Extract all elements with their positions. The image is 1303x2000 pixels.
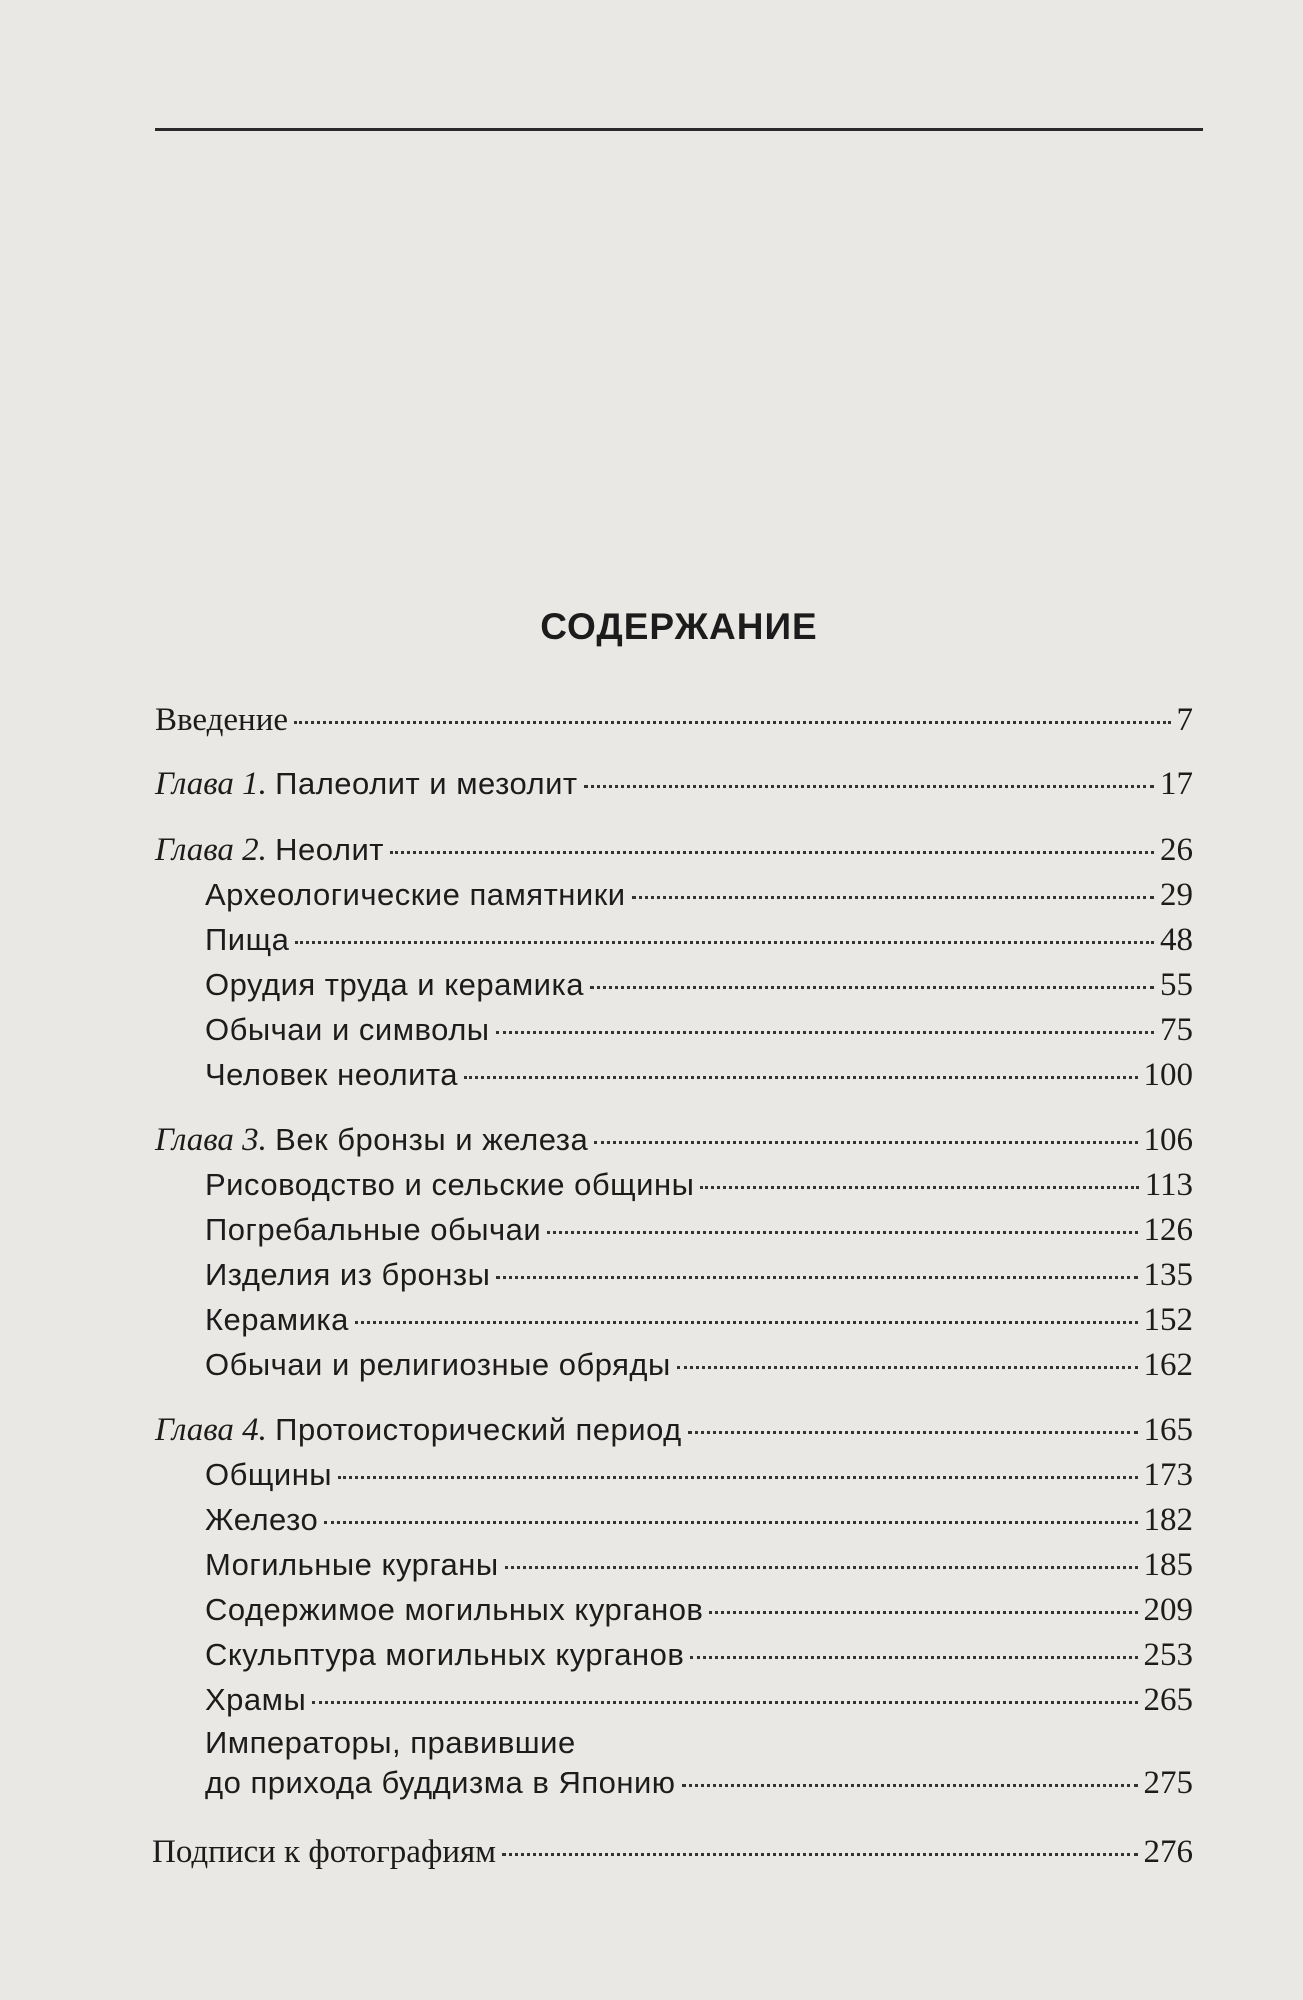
- toc-entry-label: Погребальные обычаи: [205, 1212, 542, 1247]
- leader-dots: [594, 1140, 1137, 1144]
- leader-dots: [496, 1275, 1137, 1279]
- toc-entry-label: Введение: [155, 702, 289, 738]
- toc-page-number: 152: [1143, 1302, 1193, 1338]
- chapter-prefix: Глава 4.: [155, 1412, 267, 1448]
- toc-entry-label: Содержимое могильных курганов: [205, 1592, 704, 1627]
- leader-dots: [700, 1185, 1138, 1189]
- toc-entry-section[interactable]: [205, 1545, 1193, 1585]
- leader-dots: [390, 850, 1154, 854]
- toc-entry-label: [155, 764, 578, 804]
- toc-page-number: 162: [1143, 1347, 1193, 1383]
- toc-entry-label: до прихода буддизма в Японию: [205, 1765, 676, 1800]
- toc-entry-label: Орудия труда и керамика: [205, 967, 584, 1002]
- toc-page-number: 29: [1160, 877, 1193, 913]
- toc-entry-label: Керамика: [205, 1302, 349, 1337]
- toc-entry-label: Общины: [205, 1457, 333, 1492]
- chapter-prefix: Глава 3.: [155, 1122, 267, 1158]
- toc-entry-label: [155, 830, 384, 870]
- toc-entry-label: [155, 1410, 682, 1450]
- toc-page-number: 113: [1144, 1167, 1193, 1203]
- leader-dots: [690, 1655, 1137, 1659]
- toc-entry-section[interactable]: [205, 875, 1193, 915]
- toc-entry-section[interactable]: [205, 1255, 1193, 1295]
- toc-page-number: 26: [1160, 832, 1193, 868]
- toc-page-number: 55: [1160, 967, 1193, 1003]
- leader-dots: [709, 1610, 1137, 1614]
- toc-entry-section[interactable]: [205, 1010, 1193, 1050]
- header-rule: [155, 128, 1203, 131]
- toc-entry-intro[interactable]: [155, 700, 1193, 740]
- toc-page-number: 100: [1143, 1057, 1193, 1093]
- toc-entry-label: Изделия из бронзы: [205, 1257, 491, 1292]
- leader-dots: [677, 1365, 1138, 1369]
- toc-entry-section[interactable]: [205, 1590, 1193, 1630]
- toc-entry-chapter-3[interactable]: [155, 1120, 1193, 1160]
- toc-page-number: 48: [1160, 922, 1193, 958]
- toc-page-number: 173: [1143, 1457, 1193, 1493]
- leader-dots: [682, 1783, 1138, 1787]
- toc-page-number: 17: [1160, 766, 1193, 802]
- leader-dots: [355, 1320, 1138, 1324]
- toc-entry-section[interactable]: [205, 1763, 1193, 1803]
- toc-page-number: 7: [1176, 702, 1193, 738]
- toc-entry-section[interactable]: [205, 1635, 1193, 1675]
- toc-page-number: 209: [1143, 1592, 1193, 1628]
- chapter-title: Протоисторический период: [275, 1412, 682, 1447]
- toc-entry-label: Подписи к фотографиям: [152, 1834, 497, 1870]
- toc-entry-label: Железо: [205, 1502, 319, 1537]
- toc-page-number: 135: [1143, 1257, 1193, 1293]
- toc-title: СОДЕРЖАНИЕ: [540, 606, 818, 647]
- leader-dots: [464, 1075, 1137, 1079]
- toc-entry-section[interactable]: [205, 1500, 1193, 1540]
- toc-page-number: 182: [1143, 1502, 1193, 1538]
- leader-dots: [324, 1520, 1137, 1524]
- toc-entry-label: Могильные курганы: [205, 1547, 499, 1582]
- chapter-prefix: Глава 1.: [155, 766, 267, 802]
- toc-entry-section[interactable]: [205, 965, 1193, 1005]
- toc-page-number: 126: [1143, 1212, 1193, 1248]
- toc-entry-chapter-4[interactable]: [155, 1410, 1193, 1450]
- toc-entry-section[interactable]: [205, 1300, 1193, 1340]
- toc-entry-section[interactable]: [205, 920, 1193, 960]
- toc-entry-section[interactable]: [205, 1055, 1193, 1095]
- leader-dots: [584, 784, 1154, 788]
- toc-page-number: 275: [1143, 1765, 1193, 1801]
- toc-entry-label: [155, 1120, 588, 1160]
- toc-entry-label-line1: Императоры, правившие: [205, 1725, 576, 1760]
- toc-entry-label: Пища: [205, 922, 290, 957]
- leader-dots: [547, 1230, 1137, 1234]
- toc-entry-label: Скульптура могильных курганов: [205, 1637, 685, 1672]
- toc-entry-section[interactable]: [205, 1680, 1193, 1720]
- leader-dots: [338, 1475, 1137, 1479]
- chapter-title: Неолит: [275, 832, 384, 867]
- toc-entry-section[interactable]: [205, 1345, 1193, 1385]
- chapter-prefix: Глава 2.: [155, 832, 267, 868]
- toc-entry-section[interactable]: [205, 1455, 1193, 1495]
- leader-dots: [590, 985, 1154, 989]
- leader-dots: [688, 1430, 1138, 1434]
- toc-entry-label: Храмы: [205, 1682, 307, 1717]
- leader-dots: [312, 1700, 1137, 1704]
- leader-dots: [502, 1852, 1137, 1856]
- toc-entry-chapter-1[interactable]: [155, 764, 1193, 804]
- leader-dots: [295, 940, 1154, 944]
- toc-page-number: 185: [1143, 1547, 1193, 1583]
- leader-dots: [496, 1030, 1154, 1034]
- toc-entry-chapter-2[interactable]: [155, 830, 1193, 870]
- toc-page-number: 75: [1160, 1012, 1193, 1048]
- toc-entry-label: Рисоводство и сельские общины: [205, 1167, 695, 1202]
- leader-dots: [505, 1565, 1138, 1569]
- toc-entry-label: Археологические памятники: [205, 877, 626, 912]
- toc-page-number: 265: [1143, 1682, 1193, 1718]
- toc-page-number: 253: [1143, 1637, 1193, 1673]
- toc-page-number: 165: [1143, 1412, 1193, 1448]
- toc-entry-label: Обычаи и символы: [205, 1012, 490, 1047]
- toc-entry-captions[interactable]: [152, 1832, 1193, 1872]
- chapter-title: Палеолит и мезолит: [275, 766, 578, 801]
- toc-entry-label: Человек неолита: [205, 1057, 459, 1092]
- toc-entry-label: Обычаи и религиозные обряды: [205, 1347, 671, 1382]
- chapter-title: Век бронзы и железа: [275, 1122, 589, 1157]
- toc-entry-section[interactable]: [205, 1210, 1193, 1250]
- toc-page-number: 276: [1143, 1834, 1193, 1870]
- toc-entry-section[interactable]: [205, 1165, 1193, 1205]
- toc-page-number: 106: [1143, 1122, 1193, 1158]
- leader-dots: [294, 720, 1170, 724]
- leader-dots: [632, 895, 1154, 899]
